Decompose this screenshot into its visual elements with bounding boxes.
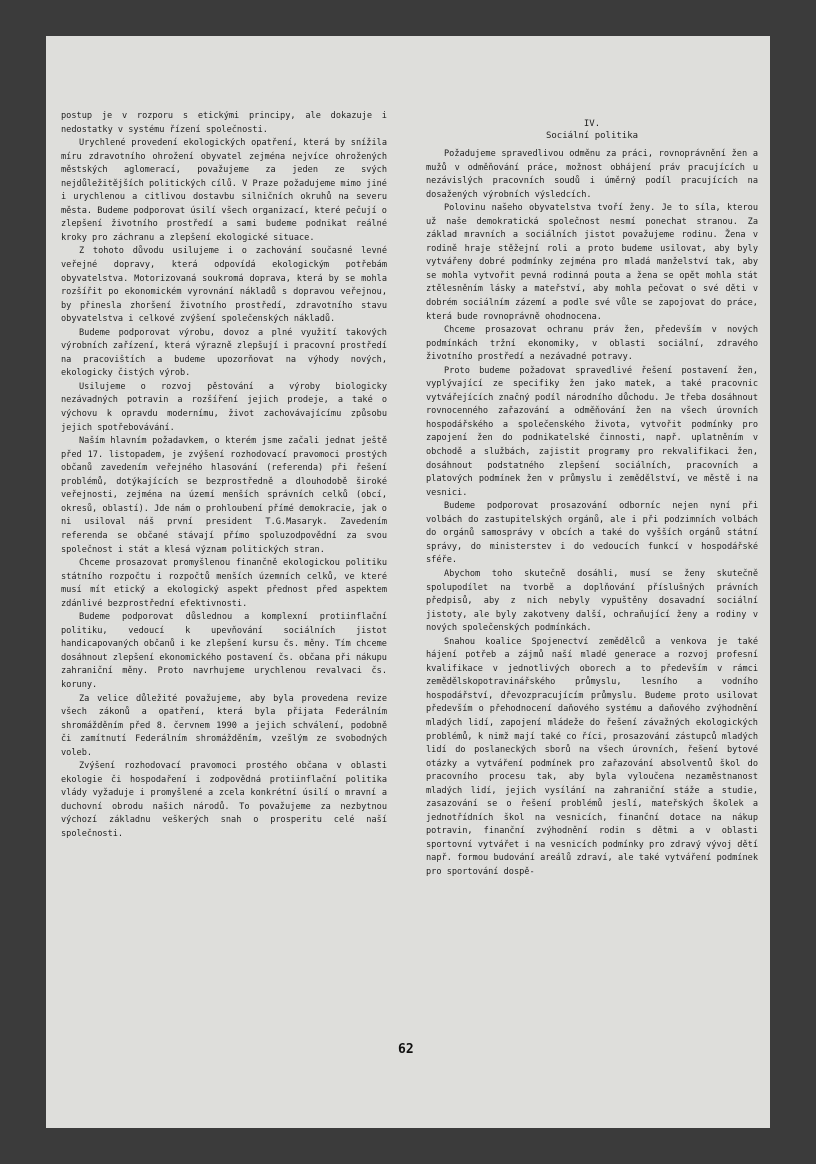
paragraph: postup je v rozporu s etickými principy, ale dokazuje i nedostatky v systému řízení společnosti. xyxy=(61,111,387,135)
paragraph: Naším hlavním požadavkem, o kterém jsme začali jednat ještě před 17. listopadem, je zvýšení rozhodovací pravomoci prostých občanů zavedením veřejného hlasování (referenda) při řešení problémů, dotýkajících se bezprostředně a dlouhodobě široké veřejnosti, zejména na území menších správních celků (obcí, okresů, oblastí). Jde nám o prohloubení přímé demokracie, jak o ni usiloval náš první president T.G.Masaryk. Zavedením referenda se občané stávají přímo spoluzodpovědní za svou společnost i stát a klesá význam politických stran. xyxy=(61,436,387,555)
section-number: IV. xyxy=(583,119,601,129)
paragraph: Snahou koalice Spojenectví zemědělců a venkova je také hájení potřeb a zájmů naší mladé generace a rozvoj profesní kvalifikace v jednotlivých oborech a to především v rámci zemědělskopotravinářského průmyslu, lesního a vodního hospodářství, dřevozpracujícím průmyslu. Budeme proto usilovat především o přehodnocení daňového systému a daňového zvýhodnění mladých lidí, zapojení mládeže do řešení závažných ekologických problémů, k nimž mají také co říci, prosazování zástupců mladých lidí do poslaneckých sborů na všech úrovních, řešení bytové otázky a vytváření podmínek pro zařazování absolventů škol do pracovního procesu tak, aby byla vyloučena nezaměstnanost mladých lidí, jejich vysílání na zahraniční stáže a studie, zasazování se o řešení problémů jeslí, mateřských školek a jednotřídních škol na vesnicích, finanční dotace na nákup potravin, finanční zvýhodnění rodin s dětmi a v oblasti sportovní vytvářet i na vesnicích podmínky pro zdravý vývoj dětí např. formou budování areálů zdraví, ale také vytváření podmínek pro sportování dospě- xyxy=(426,636,758,877)
paragraph: Budeme podporovat prosazování odborníc nejen nyní při volbách do zastupitelských orgánů, ale i při podzimních volbách do orgánů samosprávy v obcích a také do vyšších orgánů státní správy, do ministerstev i do vedoucích funkcí v hospodářské sféře. xyxy=(426,501,758,566)
page-number: 62 xyxy=(398,1042,414,1057)
left-column xyxy=(61,110,387,842)
paragraph: Polovinu našeho obyvatelstva tvoří ženy. Je to síla, kterou už naše demokratická společnost nesmí ponechat stranou. Za základ mravních a sociálních jistot považujeme rodinu. Žena v rodině hraje stěžejní roli a proto budeme usilovat, aby byly vytvářeny dobré podmínky zejména pro mladá manželství tak, aby se mohla vytvořit pevná rodinná pouta a žena se opět mohla stát ztělesněním lásky a mateřství, aby mohla pečovat o své děti v dobrém sociálním zázemí a podle své vůle se zapojovat do práce, která bude rovnoprávně ohodnocena. xyxy=(426,203,758,322)
paragraph: Chceme prosazovat ochranu práv žen, především v nových podmínkách tržní ekonomiky, v oblasti sociální, zdravého životního prostředí a nezávadné potravy. xyxy=(426,325,758,363)
paragraph: Proto budeme požadovat spravedlivé řešení postavení žen, vyplývající ze specifiky žen jako matek, a také pracovnic vytvářejících značný podíl národního důchodu. Je třeba dosáhnout rovnocenného zařazování a odměňování žen na všech úrovních hospodářského a společenského života, vytvořit podmínky pro zapojení žen do podnikatelské činnosti, např. uplatněním v obchodě a službách, zajistit programy pro rekvalifikaci žen, dosáhnout podstatného zlepšení sociálních, pracovních a platových podmínek žen v průmyslu i zemědělství, ve městě i na vesnici. xyxy=(426,365,758,498)
paragraph: Za velice důležité považujeme, aby byla provedena revize všech zákonů a opatření, která byla přijata Federálním shromážděním před 8. červnem 1990 a jejich schválení, podobně či zamítnutí Federálním shromážděním, vzešlým ze svobodných voleb. xyxy=(61,693,387,758)
paragraph: Budeme podporovat výrobu, dovoz a plné využití takových výrobních zařízení, která výrazně zlepšují i pracovní prostředí na pracovištích a budeme upozorňovat na výhody nových, ekologicky čistých výrob. xyxy=(61,327,387,379)
paragraph: Z tohoto důvodu usilujeme i o zachování současné levné veřejné dopravy, která odpovídá ekologickým potřebám obyvatelstva. Motorizovaná soukromá doprava, která by se mohla rozšířit po ekonomickém vyrovnání nákladů s dopravou veřejnou, by přinesla zhoršení životního prostředí, zdravotního stavu obyvatelstva i celkové zvýšení společenských nákladů. xyxy=(61,246,387,325)
paragraph: Zvýšení rozhodovací pravomoci prostého občana v oblasti ekologie či hospodaření i zodpovědná protiinflační politika vlády vyžaduje i promyšlené a zcela konkrétní úsilí o mravní a duchovní obrodu našich národů. To považujeme za nezbytnou výchozí základnu veškerých snah o prosperitu celé naší společnosti. xyxy=(61,761,387,839)
paragraph: Chceme prosazovat promyšlenou finančně ekologickou politiku státního rozpočtu i rozpočtů menších územních celků, ve které musí mít etický a ekologický aspekt přednost před aspektem zdánlivé bezprostřední efektivnosti. xyxy=(61,558,387,609)
right-column xyxy=(426,148,758,880)
document-page xyxy=(46,36,770,1128)
paragraph: Požadujeme spravedlivou odměnu za práci, rovnoprávnění žen a mužů v odměňování práce, možnost obhájení práv pracujících u nezávislých pracovních soudů i úměrný podíl pracujících na dosažených výrobních výsledcích. xyxy=(426,149,758,200)
paragraph: Urychlené provedení ekologických opatření, která by snížila míru zdravotního ohrožení obyvatel zejména nejvíce ohrožených městských aglomerací, považujeme za jeden ze svých nejdůležitějších politických cílů. V Praze požadujeme mimo jiné i urychlenou a citlivou dostavbu silničních okruhů na severu města. Budeme podporovat úsilí všech organizací, které pečují o zlepšení životního prostředí a sami budeme podnikat reálné kroky pro záchranu a zlepšení ekologické situace. xyxy=(61,138,387,243)
paragraph: Usilujeme o rozvoj pěstování a výroby biologicky nezávadných potravin a rozšíření jejich prodeje, a také o výchovu k opravdu modernímu, život zachovávajícímu způsobu jejich spotřebovávání. xyxy=(61,381,387,433)
section-title: Sociální politika xyxy=(545,131,639,141)
paragraph: Abychom toho skutečně dosáhli, musí se ženy skutečně spolupodílet na tvorbě a doplňování příslušných právních předpisů, aby z nich nebyly vypuštěny dosavadní sociální jistoty, ale byly zakotveny další, ochraňující ženy a rodiny v nových společenských podmínkách. xyxy=(426,568,758,634)
paragraph: Budeme podporovat důslednou a komplexní protiinflační politiku, vedoucí k upevňování sociálních jistot handicapovaných občanů i ke zlepšení kursu čs. měny. Tím chceme dosáhnout zlepšení ekonomického postavení čs. občana při nákupu zahraniční měny. Proto navrhujeme urychlenou revalvaci čs. koruny. xyxy=(61,612,387,690)
